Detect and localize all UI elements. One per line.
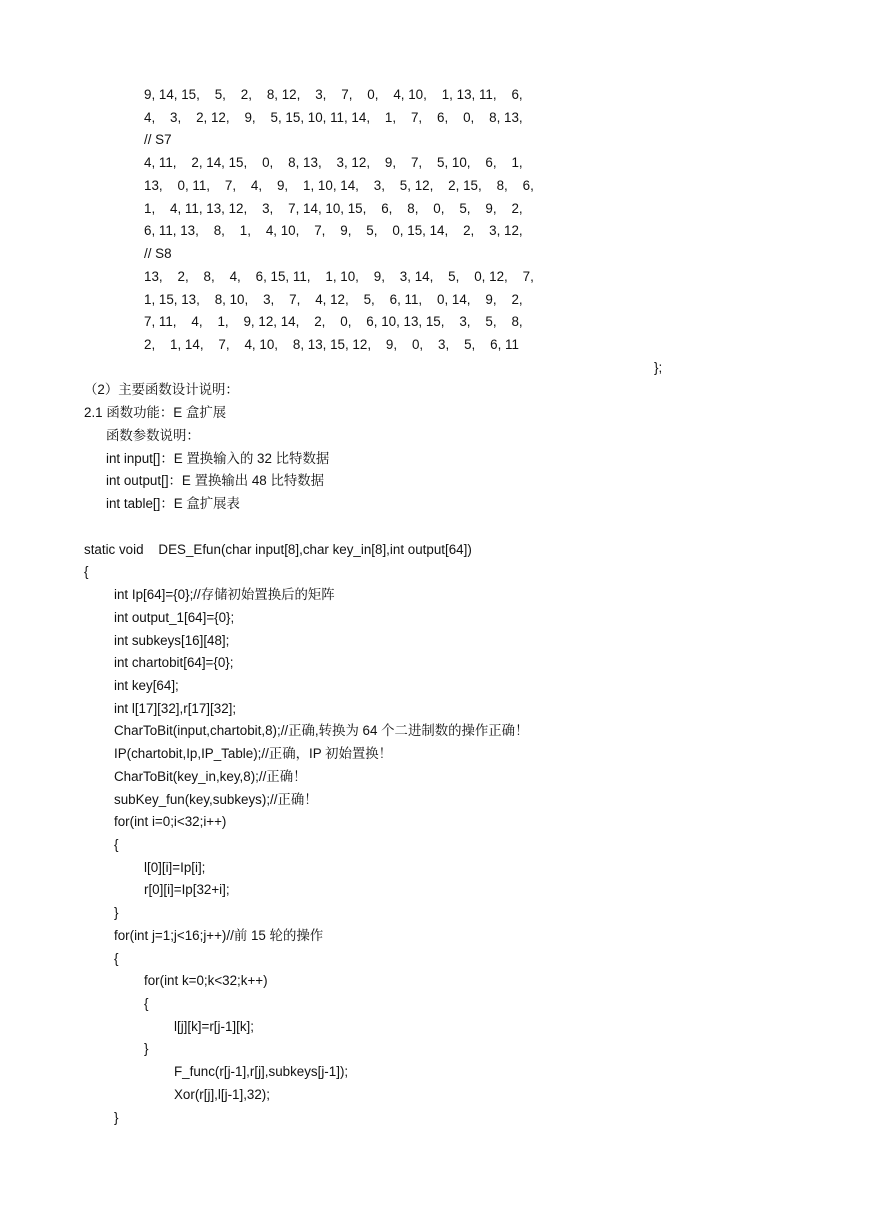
section-heading: （2）主要函数设计说明： [84,382,239,397]
code-line: int output_1[64]={0}; [114,610,235,625]
sbox-line: 6, 11, 13, 8, 1, 4, 10, 7, 9, 5, 0, 15, 14, 2, 3, 12, [144,223,523,238]
sbox-comment: // S7 [144,132,172,147]
sbox-line: 9, 14, 15, 5, 2, 8, 12, 3, 7, 0, 4, 10, 1, 13, 11, 6, [144,87,523,102]
param-heading: 函数参数说明： [106,428,200,443]
code-line: } [114,905,119,920]
sbox-line: 13, 0, 11, 7, 4, 9, 1, 10, 14, 3, 5, 12, 2, 15, 8, 6, [144,178,534,193]
code-line: } [144,1041,149,1056]
sbox-line: 4, 3, 2, 12, 9, 5, 15, 10, 11, 14, 1, 7, 6, 0, 8, 13, [144,110,523,125]
sbox-line: 4, 11, 2, 14, 15, 0, 8, 13, 3, 12, 9, 7, 5, 10, 6, 1, [144,155,523,170]
code-line: for(int k=0;k<32;k++) [144,973,268,988]
code-line: int chartobit[64]={0}; [114,655,234,670]
code-line: int key[64]; [114,678,179,693]
code-line: { [144,996,149,1011]
param-item: int table[]：E 盒扩展表 [106,496,240,511]
code-line: for(int j=1;j<16;j++)//前 15 轮的操作 [114,928,324,943]
param-item: int input[]：E 置换输入的 32 比特数据 [106,451,330,466]
sbox-comment: // S8 [144,246,172,261]
code-line: CharToBit(input,chartobit,8);//正确,转换为 64 个二进制数的操作正确！ [114,723,529,738]
function-title: 2.1 函数功能：E 盒扩展 [84,405,227,420]
sbox-line: 1, 4, 11, 13, 12, 3, 7, 14, 10, 15, 6, 8, 0, 5, 9, 2, [144,201,523,216]
param-item: int output[]：E 置换输出 48 比特数据 [106,473,325,488]
code-line: { [114,951,119,966]
code-line: for(int i=0;i<32;i++) [114,814,227,829]
sbox-line: 7, 11, 4, 1, 9, 12, 14, 2, 0, 6, 10, 13, 15, 3, 5, 8, [144,314,523,329]
code-line: r[0][i]=Ip[32+i]; [144,882,230,897]
code-line: int Ip[64]={0};//存储初始置换后的矩阵 [114,587,335,602]
code-line: { [114,837,119,852]
sbox-line: 13, 2, 8, 4, 6, 15, 11, 1, 10, 9, 3, 14, 5, 0, 12, 7, [144,269,534,284]
array-close: }; [654,360,663,375]
code-line: { [84,564,89,579]
code-line: int l[17][32],r[17][32]; [114,701,237,716]
code-line: F_func(r[j-1],r[j],subkeys[j-1]); [174,1064,349,1079]
code-line: IP(chartobit,Ip,IP_Table);//正确，IP 初始置换！ [114,746,393,761]
code-line: int subkeys[16][48]; [114,633,230,648]
code-line: l[j][k]=r[j-1][k]; [174,1019,254,1034]
code-line: } [114,1110,119,1125]
code-line: static void DES_Efun(char input[8],char key_in[8],int output[64]) [84,542,472,557]
code-line: CharToBit(key_in,key,8);//正确！ [114,769,307,784]
code-line: l[0][i]=Ip[i]; [144,860,206,875]
code-line: subKey_fun(key,subkeys);//正确！ [114,792,318,807]
code-line: Xor(r[j],l[j-1],32); [174,1087,270,1102]
sbox-line: 2, 1, 14, 7, 4, 10, 8, 13, 15, 12, 9, 0, 3, 5, 6, 11 [144,337,519,352]
sbox-line: 1, 15, 13, 8, 10, 3, 7, 4, 12, 5, 6, 11, 0, 14, 9, 2, [144,292,523,307]
